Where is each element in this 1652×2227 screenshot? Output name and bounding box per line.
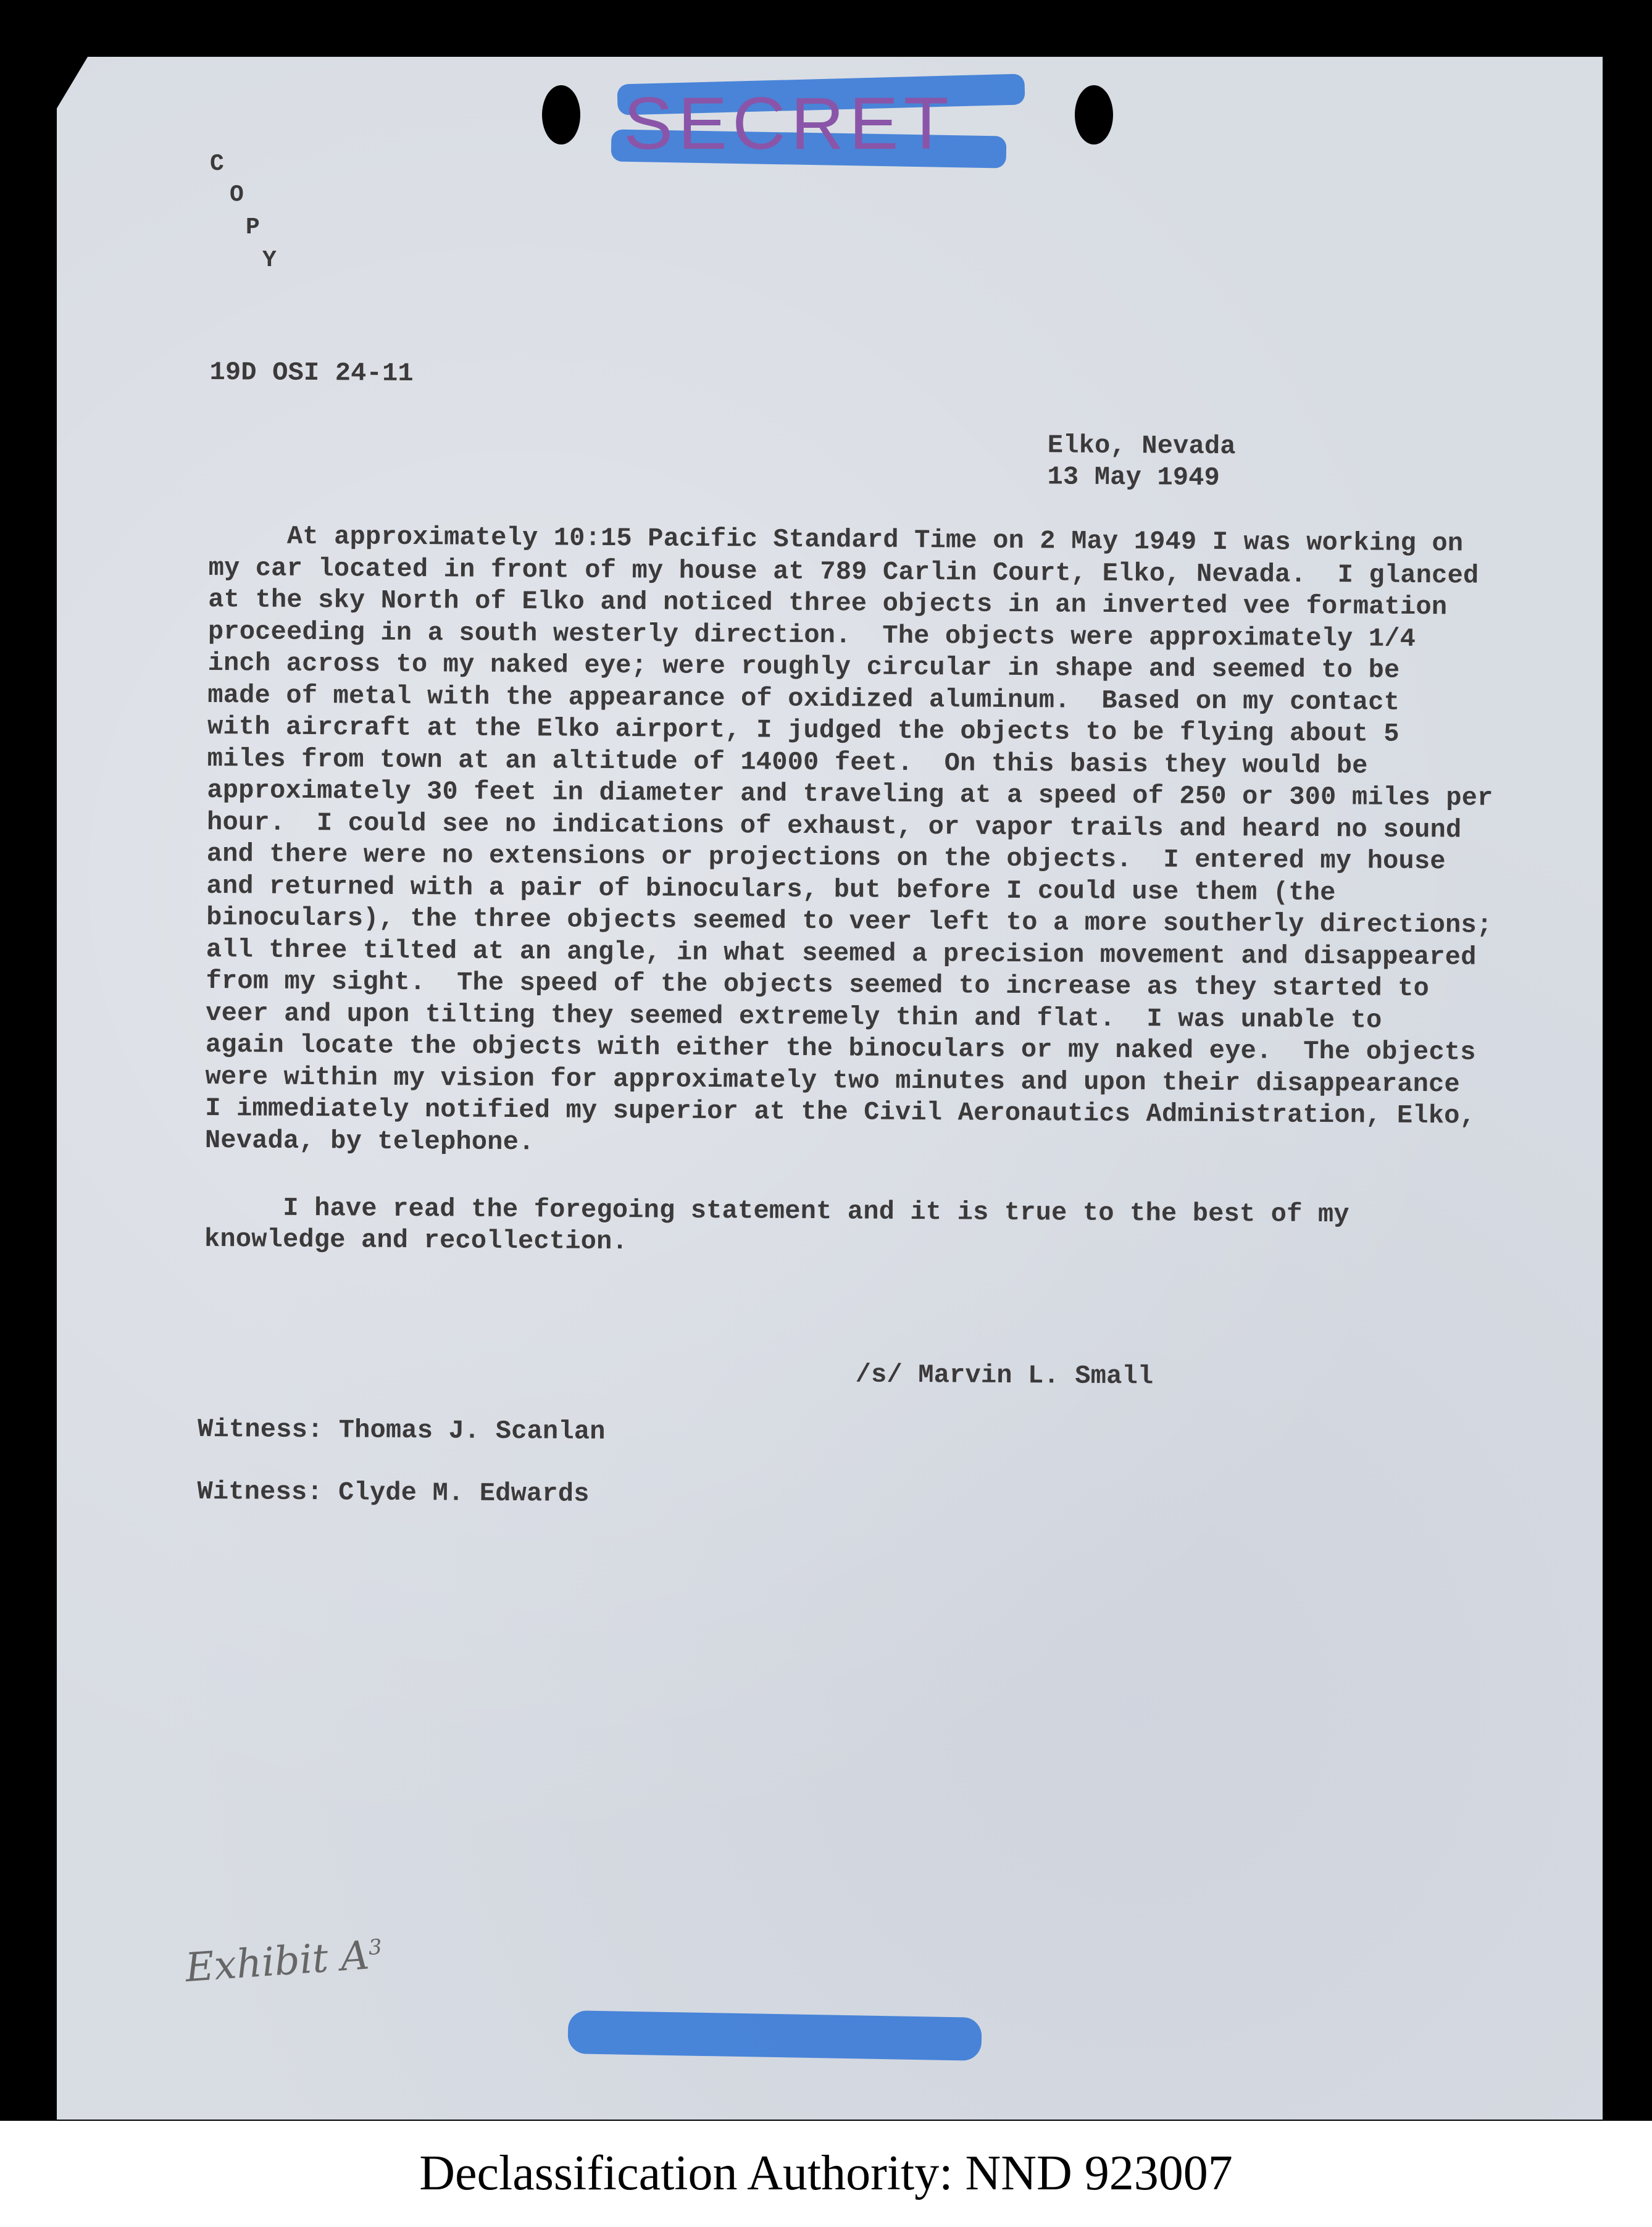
text-line: knowledge and recollection. (204, 1224, 628, 1257)
text-line: my car located in front of my house at 789 Carlin Court, Elko, Nevada. I glanced (208, 553, 1479, 591)
text-line: at the sky North of Elko and noticed three objects in an inverted vee formation (208, 584, 1448, 622)
date: 13 May 1949 (1047, 462, 1220, 493)
text-line: binoculars), the three objects seemed to veer left to a more southerly directions; (206, 902, 1493, 940)
text-line: all three tilted at an angle, in what seemed a precision movement and disappeared (206, 934, 1477, 972)
text-line: Nevada, by telephone. (204, 1125, 535, 1157)
file-reference: 19D OSI 24-11 (209, 357, 414, 389)
copy-letter: Y (262, 247, 277, 274)
punch-hole (1075, 85, 1113, 144)
punch-hole (542, 85, 580, 144)
text-line: veer and upon tilting they seemed extremely thin and flat. I was unable to (206, 998, 1382, 1035)
text-line: inch across to my naked eye; were roughly circular in shape and seemed to be (207, 648, 1400, 685)
copy-letter: C (210, 151, 225, 177)
text-line: approximately 30 feet in diameter and traveling at a speed of 250 or 300 miles per (207, 775, 1493, 813)
text-line: hour. I could see no indications of exhaust, or vapor trails and heard no sound (206, 807, 1462, 845)
exhibit-number: 3 (367, 1934, 383, 1961)
witness-line: Witness: Clyde M. Edwards (197, 1476, 590, 1509)
text-line: proceeding in a south westerly direction. The objects were approximately 1/4 (207, 616, 1416, 654)
text-line: were within my vision for approximately two minutes and upon their disappearance (205, 1061, 1461, 1099)
exhibit-text: Exhibit A (183, 1932, 371, 1992)
footer-bar (0, 2121, 1652, 2227)
secret-stamp: SECRET (624, 82, 954, 165)
copy-letter: O (230, 182, 244, 208)
text-line: I have read the foregoing statement and it is true to the best of my (204, 1192, 1350, 1230)
redaction-mark (567, 2010, 982, 2061)
text-line: again locate the objects with either the binoculars or my naked eye. The objects (205, 1029, 1476, 1068)
text-line: from my sight. The speed of the objects seemed to increase as they started to (206, 966, 1430, 1004)
text-line: and returned with a pair of binoculars, but before I could use them (the (206, 871, 1336, 908)
text-line: and there were no extensions or projections on the objects. I entered my house (206, 838, 1446, 877)
text-line: At approximately 10:15 Pacific Standard Time on 2 May 1949 I was working on (208, 521, 1464, 559)
witness-line: Witness: Thomas J. Scanlan (197, 1414, 606, 1447)
text-line: I immediately notified my superior at the Civil Aeronautics Administration, Elko, (205, 1093, 1476, 1131)
text-line: miles from town at an altitude of 14000 feet. On this basis they would be (207, 743, 1368, 780)
text-line: with aircraft at the Elko airport, I judged the objects to be flying about 5 (207, 711, 1400, 749)
copy-letter: P (246, 214, 261, 241)
place: Elko, Nevada (1047, 430, 1236, 462)
declassification-caption: Declassification Authority: NND 923007 (419, 2146, 1233, 2200)
text-line: made of metal with the appearance of oxidized aluminum. Based on my contact (207, 680, 1400, 717)
signature: /s/ Marvin L. Small (855, 1360, 1154, 1392)
